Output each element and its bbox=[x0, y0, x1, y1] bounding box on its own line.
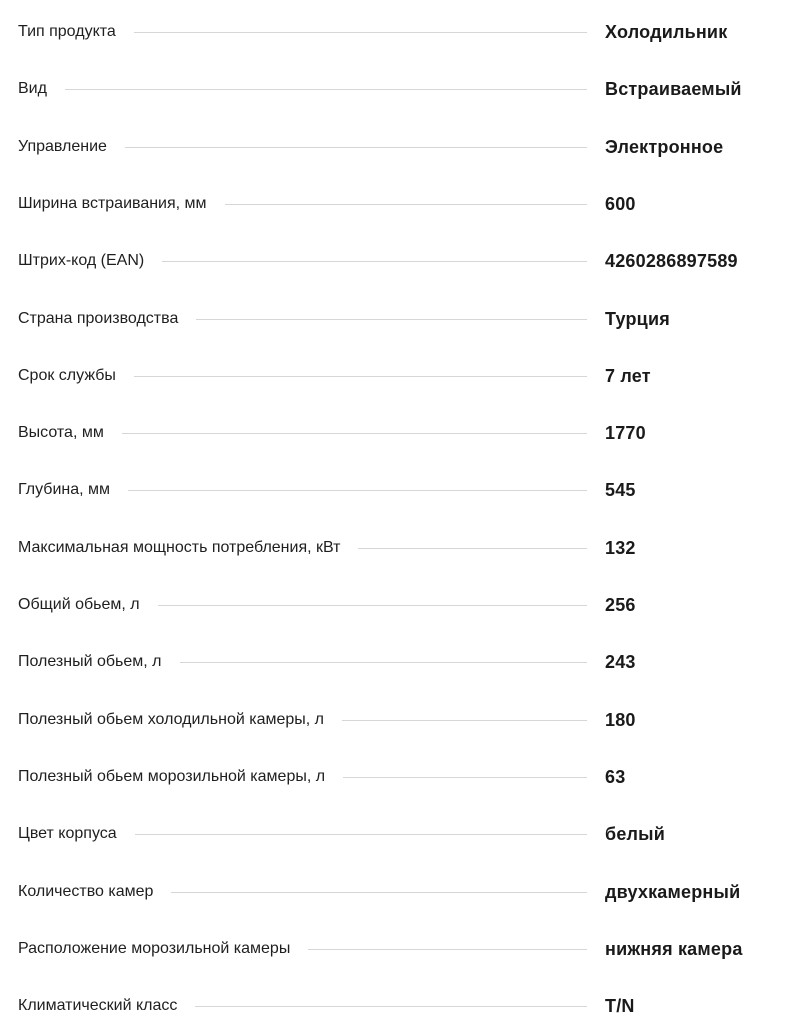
spec-value: T/N bbox=[605, 995, 635, 1016]
leader-line bbox=[225, 204, 587, 205]
leader-line bbox=[342, 720, 587, 721]
spec-label: Расположение морозильной камеры bbox=[18, 940, 291, 957]
spec-label: Полезный обьем морозильной камеры, л bbox=[18, 768, 326, 785]
spec-value: белый bbox=[605, 823, 666, 844]
spec-row bbox=[18, 17, 770, 47]
leader-line bbox=[358, 548, 587, 549]
spec-label: Максимальная мощность потребления, кВт bbox=[18, 539, 341, 556]
leader-line bbox=[128, 490, 587, 491]
spec-value: Турция bbox=[605, 308, 670, 329]
spec-value: 4260286897589 bbox=[605, 250, 738, 271]
leader-line bbox=[125, 147, 587, 148]
spec-value: Встраиваемый bbox=[605, 78, 742, 99]
spec-row bbox=[18, 418, 770, 448]
leader-line bbox=[343, 777, 587, 778]
spec-value: 132 bbox=[605, 537, 636, 558]
spec-label: Полезный обьем, л bbox=[18, 653, 162, 670]
spec-label: Тип продукта bbox=[18, 23, 116, 40]
spec-row bbox=[18, 475, 770, 505]
spec-label: Вид bbox=[18, 80, 47, 97]
leader-line bbox=[308, 949, 587, 950]
spec-value: двухкамерный bbox=[605, 881, 741, 902]
spec-value: 7 лет bbox=[605, 365, 651, 386]
spec-label: Управление bbox=[18, 138, 107, 155]
spec-label: Штрих-код (EAN) bbox=[18, 252, 145, 269]
leader-line bbox=[195, 1006, 587, 1007]
spec-row bbox=[18, 132, 770, 162]
spec-row bbox=[18, 934, 770, 964]
spec-value: 1770 bbox=[605, 422, 646, 443]
spec-label: Глубина, мм bbox=[18, 481, 111, 498]
spec-row bbox=[18, 762, 770, 792]
leader-line bbox=[134, 32, 587, 33]
spec-value: Холодильник bbox=[605, 21, 728, 42]
spec-row bbox=[18, 304, 770, 334]
leader-line bbox=[158, 605, 587, 606]
leader-line bbox=[171, 892, 587, 893]
leader-line bbox=[196, 319, 587, 320]
spec-row bbox=[18, 189, 770, 219]
spec-value: 180 bbox=[605, 709, 636, 730]
spec-label: Страна производства bbox=[18, 310, 179, 327]
spec-row bbox=[18, 705, 770, 735]
spec-value: нижняя камера bbox=[605, 938, 743, 959]
leader-line bbox=[122, 433, 587, 434]
spec-value: 600 bbox=[605, 193, 636, 214]
spec-row bbox=[18, 246, 770, 276]
spec-value: 63 bbox=[605, 766, 626, 787]
spec-value: 545 bbox=[605, 479, 636, 500]
leader-line bbox=[162, 261, 587, 262]
spec-value: 256 bbox=[605, 594, 636, 615]
spec-row bbox=[18, 647, 770, 677]
spec-label: Полезный обьем холодильной камеры, л bbox=[18, 711, 324, 728]
spec-row bbox=[18, 991, 770, 1021]
spec-label: Климатический класс bbox=[18, 997, 178, 1014]
spec-row bbox=[18, 533, 770, 563]
spec-label: Срок службы bbox=[18, 367, 116, 384]
spec-value: 243 bbox=[605, 651, 636, 672]
spec-row bbox=[18, 361, 770, 391]
spec-label: Высота, мм bbox=[18, 424, 104, 441]
spec-value: Электронное bbox=[605, 136, 724, 157]
leader-line bbox=[65, 89, 587, 90]
leader-line bbox=[180, 662, 587, 663]
spec-label: Цвет корпуса bbox=[18, 825, 117, 842]
spec-row bbox=[18, 74, 770, 104]
spec-label: Ширина встраивания, мм bbox=[18, 195, 207, 212]
leader-line bbox=[135, 834, 587, 835]
spec-label: Количество камер bbox=[18, 883, 154, 900]
leader-line bbox=[134, 376, 587, 377]
spec-row bbox=[18, 590, 770, 620]
spec-row bbox=[18, 819, 770, 849]
spec-label: Общий обьем, л bbox=[18, 596, 140, 613]
spec-row bbox=[18, 877, 770, 907]
